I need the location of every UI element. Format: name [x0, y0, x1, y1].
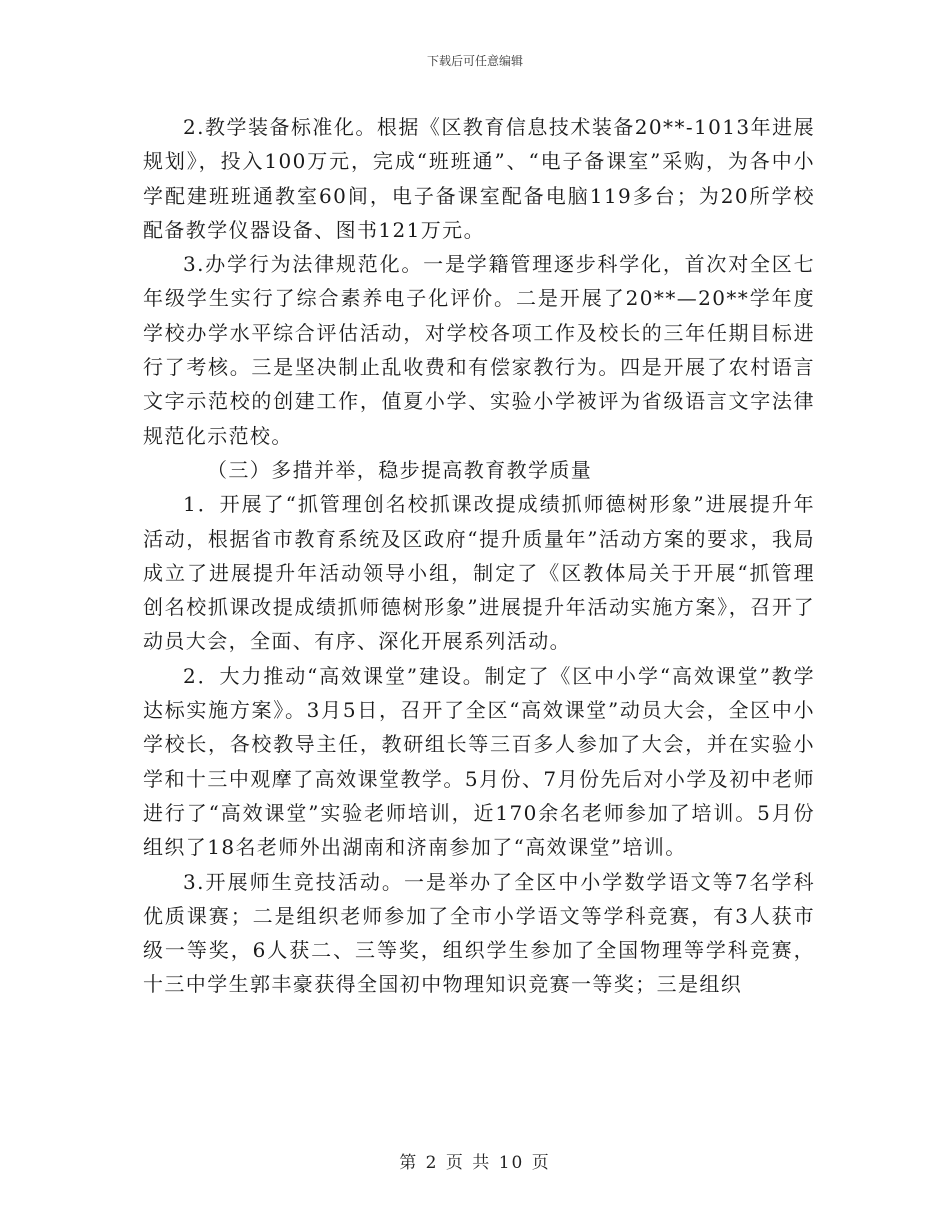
- page-header: 下载后可任意编辑: [426, 54, 523, 68]
- paragraph-efficient-classroom: 2．大力推动“高效课堂”建设。制定了《区中小学“高效课堂”教学达标实施方案》。3月5日，召开了全区“高效课堂”动员大会，全区中小学校长，各校教导主任，教研组长等三百多人参加了大会，并在实验小学和十三中观摩了高效课堂教学。5月份、7月份先后对小学及初中老师进行了“高效课堂”实验老师培训，近170余名老师参加了培训。5月份组织了18名老师外出湖南和济南参加了“高效课堂”培训。: [143, 663, 815, 860]
- document-body: [143, 110, 815, 1002]
- paragraph-equipment: 2.教学装备标准化。根据《区教育信息技术装备20**-1013年进展规划》，投入100万元，完成“班班通”、“电子备课室”采购，为各中小学配建班班通教室60间，电子备课室配备电脑119多台；为20所学校配备教学仪器设备、图书121万元。: [143, 115, 815, 242]
- page-number: 第 2 页 共 10 页: [399, 1153, 551, 1173]
- paragraph-improvement-year: 1．开展了“抓管理创名校抓课改提成绩抓师德树形象”进展提升年活动，根据省市教育系统及区政府“提升质量年”活动方案的要求，我局成立了进展提升年活动领导小组，制定了《区教体局关于开展“抓管理创名校抓课改提成绩抓师德树形象”进展提升年活动实施方案》，召开了动员大会，全面、有序、深化开展系列活动。: [143, 492, 815, 654]
- section-heading: （三）多措并举，稳步提高教育教学质量: [207, 457, 593, 482]
- paragraph-school-conduct: 3.办学行为法律规范化。一是学籍管理逐步科学化，首次对全区七年级学生实行了综合素养电子化评价。二是开展了20**—20**学年度学校办学水平综合评估活动，对学校各项工作及校长的三年任期目标进行了考核。三是坚决制止乱收费和有偿家教行为。四是开展了农村语言文字示范校的创建工作，值夏小学、实验小学被评为省级语言文字法律规范化示范校。: [143, 252, 815, 448]
- paragraph-competitions: 3.开展师生竞技活动。一是举办了全区中小学数学语文等7名学科优质课赛；二是组织老师参加了全市小学语文等学科竞赛，有3人获市级一等奖，6人获二、三等奖，组织学生参加了全国物理等学科竞赛，十三中学生郭丰豪获得全国初中物理知识竞赛一等奖；三是组织: [143, 869, 815, 997]
